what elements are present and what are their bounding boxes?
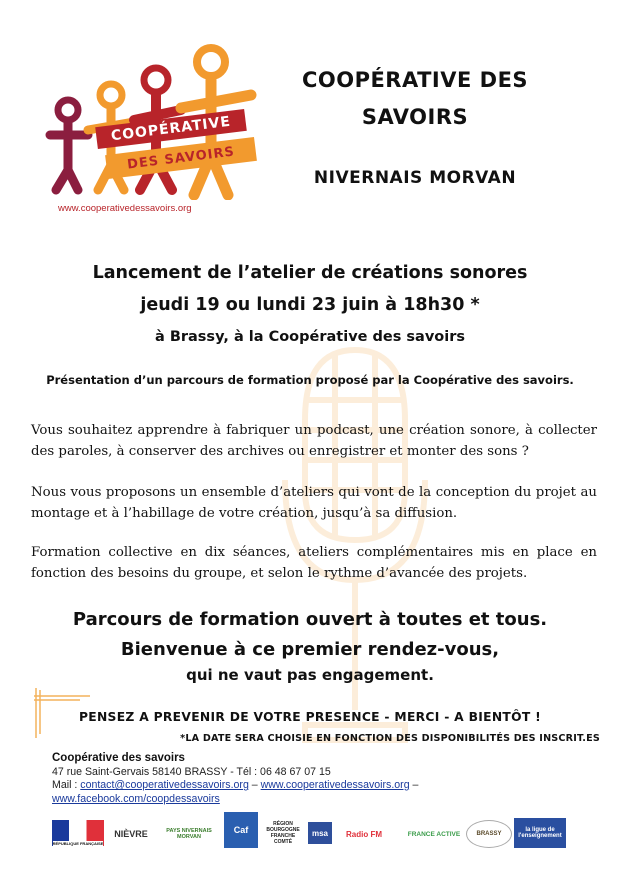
caf-logo: Caf xyxy=(224,812,258,848)
contact-block xyxy=(52,752,572,806)
partner-logos xyxy=(46,812,586,852)
msa-logo: msa xyxy=(308,822,332,844)
region-logo: RÉGION BOURGOGNE FRANCHE COMTÉ xyxy=(266,821,300,845)
org-title-line2: SAVOIRS xyxy=(361,105,469,129)
republique-logo xyxy=(52,820,104,846)
website-link[interactable]: www.cooperativedessavoirs.org xyxy=(260,779,410,791)
microphone-watermark xyxy=(265,330,445,750)
org-title-line1: COOPÉRATIVE DES xyxy=(301,68,529,92)
event-title: Lancement de l’atelier de créations sonores xyxy=(92,263,528,283)
ligue-logo: la ligue de l'enseignement xyxy=(514,818,566,848)
paragraph-2: Nous vous proposons un ensemble d’ateliers qui vont de la conception du projet au montage et à l’habillage de votre création, jusqu’à sa diffusion. xyxy=(31,485,597,521)
link-separator-2: – xyxy=(409,779,419,791)
event-place: à Brassy, à la Coopérative des savoirs xyxy=(154,329,466,345)
org-title xyxy=(290,62,540,136)
pays-logo: PAYS NIVERNAIS MORVAN xyxy=(166,828,212,840)
paragraph-3: Formation collective en dix séances, ateliers complémentaires mis en place en fonction des besoins du groupe, et selon le rythme d’avancée des projets. xyxy=(31,545,597,581)
org-subtitle: NIVERNAIS MORVAN xyxy=(313,168,517,188)
closing-line-3: qui ne vaut pas engagement. xyxy=(186,666,434,684)
contact-links xyxy=(52,779,572,793)
event-date: jeudi 19 ou lundi 23 juin à 18h30 * xyxy=(140,295,480,315)
email-link[interactable]: contact@cooperativedessavoirs.org xyxy=(80,779,249,791)
paragraph-1: Vous souhaitez apprendre à fabriquer un podcast, une création sonore, à collecter des paroles, à conserver des archives ou enregistrer et monter des sons ? xyxy=(31,423,597,459)
radio-logo: Radio FM xyxy=(346,829,382,839)
facebook-link[interactable]: www.facebook.com/coopdessavoirs xyxy=(52,792,220,805)
france-active-logo: FRANCE ACTIVE xyxy=(407,830,461,838)
cooperative-logo xyxy=(36,40,276,230)
closing-line-2: Bienvenue à ce premier rendez-vous, xyxy=(120,639,500,660)
contact-address: 47 rue Saint-Gervais 58140 BRASSY - Tél : 06 48 67 07 15 xyxy=(52,765,331,778)
intro-text: Présentation d’un parcours de formation proposé par la Coopérative des savoirs. xyxy=(46,373,574,387)
republique-label: RÉPUBLIQUE FRANÇAISE xyxy=(52,841,104,846)
logo-word-savoirs: DES SAVOIRS xyxy=(126,143,236,173)
date-footnote: *LA DATE SERA CHOISIE EN FONCTION DES DISPONIBILITÉS DES INSCRIT.ES xyxy=(180,733,600,744)
closing-line-1: Parcours de formation ouvert à toutes et tous. xyxy=(72,609,548,630)
logo-word-cooperative: COOPÉRATIVE xyxy=(110,113,232,145)
link-separator: – xyxy=(248,779,261,791)
mail-label: Mail : xyxy=(52,779,81,791)
presence-notice: PENSEZ A PREVENIR DE VOTRE PRESENCE - MERCI - A BIENTÔT ! xyxy=(78,710,542,724)
brassy-logo: BRASSY xyxy=(466,820,512,848)
logo-url: www.cooperativedessavoirs.org xyxy=(58,203,192,214)
contact-name: Coopérative des savoirs xyxy=(52,752,185,764)
nievre-logo: NIÈVRE xyxy=(114,829,148,839)
